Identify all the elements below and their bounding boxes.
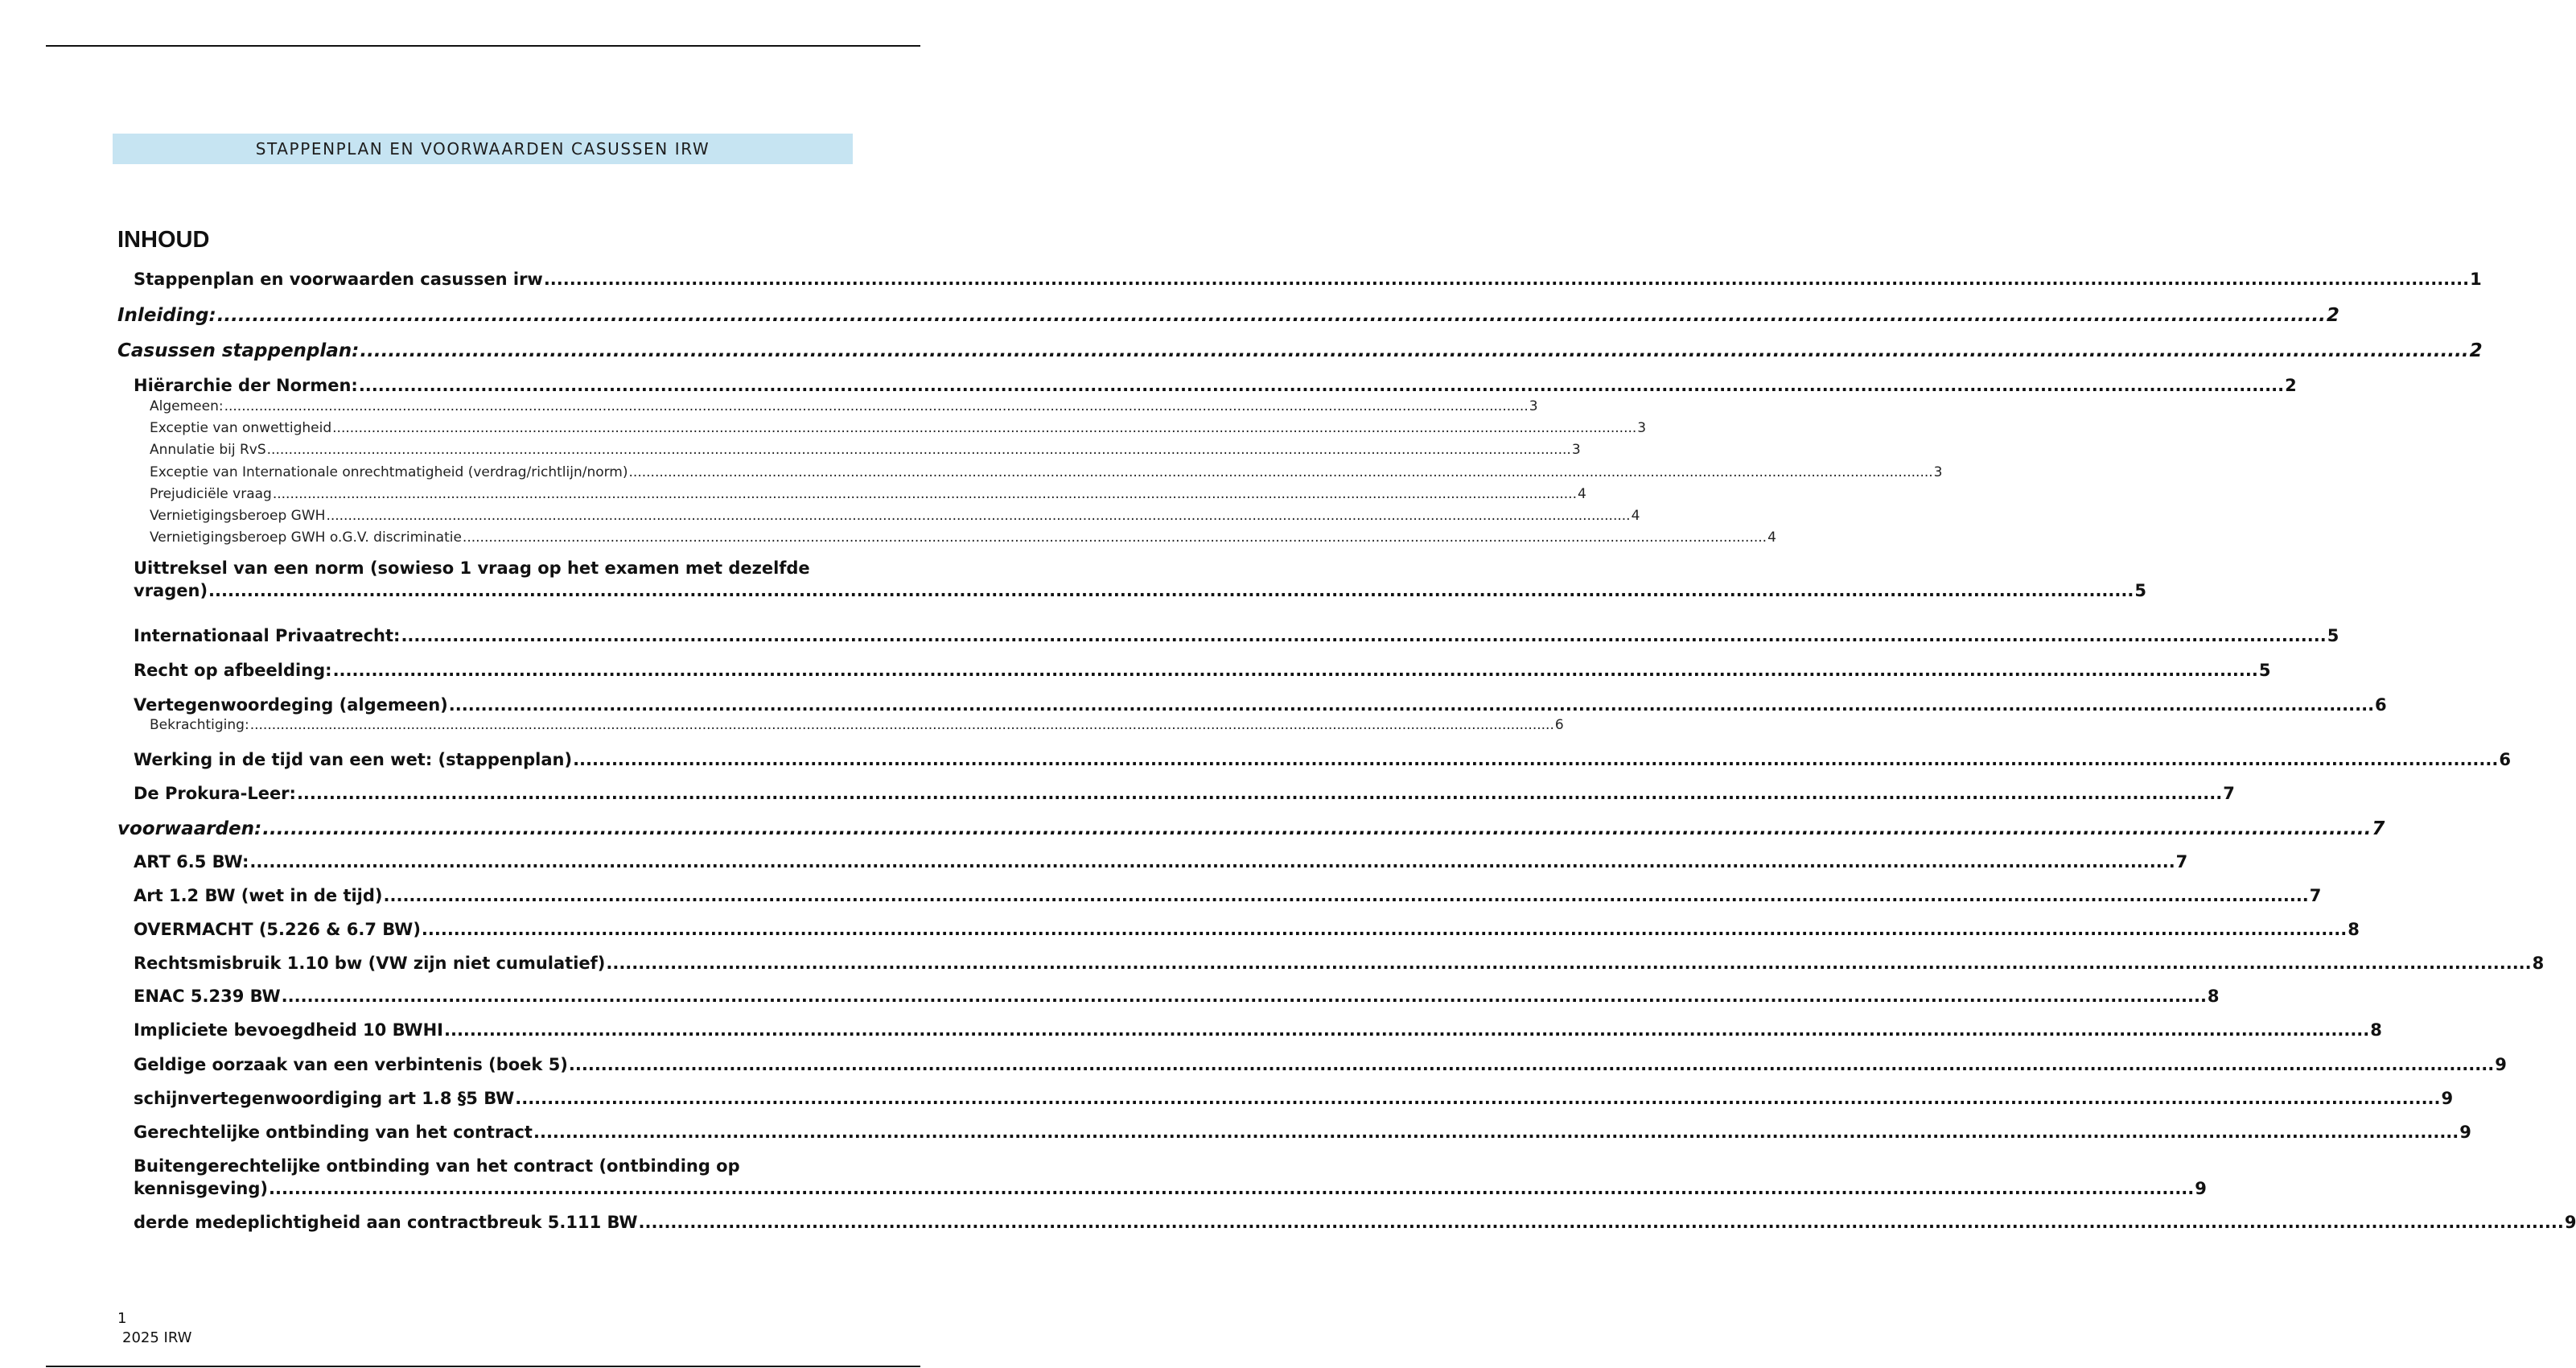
- toc-entry-page: 6: [1554, 717, 1564, 733]
- toc-entry-title: Hiërarchie der Normen:: [134, 376, 358, 395]
- toc-entry[interactable]: [134, 884, 2322, 907]
- toc-entry-title: Gerechtelijke ontbinding van het contract: [134, 1123, 533, 1142]
- footer-rule: [46, 1366, 920, 1367]
- toc-leader-dots: ............................................................................................................................................................................................................................................................................................................: [462, 529, 1767, 546]
- toc-leader-dots: ............................................................................................................................................................................................................................................................................................................: [606, 954, 2532, 973]
- toc-entry-title: voorwaarden:: [117, 818, 262, 839]
- toc-entry[interactable]: [134, 985, 2220, 1007]
- toc-entry-title: Werking in de tijd van een wet: (stappenplan): [134, 750, 573, 769]
- toc-entry-page: 5: [2327, 626, 2339, 645]
- toc-entry-page: 9: [2195, 1179, 2207, 1198]
- toc-entry-page: 3: [1637, 420, 1647, 436]
- toc-leader-dots: ............................................................................................................................................................................................................................................................................................................: [296, 784, 2223, 803]
- toc-entry-page: 7: [2372, 818, 2385, 839]
- toc-entry-title: Stappenplan en voorwaarden casussen irw: [134, 270, 543, 289]
- toc-entry-page: 6: [2499, 750, 2511, 769]
- toc-leader-dots: ............................................................................................................................................................................................................................................................................................................: [515, 1089, 2441, 1108]
- toc-entry[interactable]: [134, 557, 2146, 602]
- toc-entry-page: 1: [2470, 270, 2482, 289]
- toc-entry[interactable]: [134, 1155, 2207, 1200]
- toc-entry-title: Inleiding:: [117, 305, 216, 326]
- toc-entry-page: 4: [1631, 508, 1640, 524]
- toc-entry-page: 7: [2309, 886, 2322, 905]
- toc-entry-page: 9: [2441, 1089, 2454, 1108]
- toc-leader-dots: ............................................................................................................................................................................................................................................................................................................: [443, 1020, 2370, 1040]
- toc-entry[interactable]: [134, 1087, 2454, 1110]
- toc-entry-title: Buitengerechtelijke ontbinding van het contract (ontbinding op: [134, 1156, 740, 1176]
- toc-heading: INHOUD: [117, 227, 210, 253]
- toc-leader-dots: ............................................................................................................................................................................................................................................................................................................: [358, 376, 2285, 395]
- toc-entry-page: 4: [1578, 486, 1586, 502]
- toc-entry[interactable]: [134, 694, 2387, 716]
- toc-entry[interactable]: [117, 817, 2385, 841]
- toc-entry[interactable]: [117, 339, 2483, 363]
- toc-leader-dots: ............................................................................................................................................................................................................................................................................................................: [383, 886, 2309, 905]
- footer-note: 2025 IRW: [122, 1329, 192, 1346]
- toc-entry-page: 9: [2564, 1213, 2576, 1232]
- toc-entry-title-continued: kennisgeving): [134, 1179, 268, 1198]
- toc-leader-dots: ............................................................................................................................................................................................................................................................................................................: [568, 1055, 2495, 1074]
- toc-entry[interactable]: [150, 507, 1640, 525]
- document-title: STAPPENPLAN EN VOORWAARDEN CASUSSEN IRW: [255, 139, 710, 159]
- toc-entry-page: 9: [2495, 1055, 2507, 1074]
- toc-entry-page: 8: [2532, 954, 2545, 973]
- toc-entry[interactable]: [134, 659, 2271, 682]
- toc-leader-dots: ............................................................................................................................................................................................................................................................................................................: [401, 626, 2327, 645]
- toc-entry-page: 5: [2258, 661, 2271, 680]
- toc-entry-title: derde medeplichtigheid aan contractbreuk 5.111 BW: [134, 1213, 638, 1232]
- toc-entry-title: Art 1.2 BW (wet in de tijd): [134, 886, 383, 905]
- toc-entry-page: 4: [1767, 529, 1776, 546]
- toc-entry-title: Algemeen:: [150, 398, 224, 414]
- toc-leader-dots: ............................................................................................................................................................................................................................................................................................................: [262, 818, 2372, 839]
- toc-entry[interactable]: [134, 268, 2482, 290]
- toc-leader-dots: ............................................................................................................................................................................................................................................................................................................: [360, 340, 2469, 361]
- toc-entry[interactable]: [134, 952, 2545, 974]
- toc-entry[interactable]: [134, 748, 2511, 771]
- toc-leader-dots: ............................................................................................................................................................................................................................................................................................................: [224, 398, 1529, 414]
- toc-leader-dots: ............................................................................................................................................................................................................................................................................................................: [208, 581, 2134, 600]
- toc-entry-title: Impliciete bevoegdheid 10 BWHI: [134, 1020, 443, 1040]
- toc-entry-page: 5: [2134, 581, 2146, 600]
- toc-entry-page: 9: [2459, 1123, 2471, 1142]
- toc-entry-page: 8: [2348, 920, 2360, 939]
- toc-entry[interactable]: [150, 441, 1581, 459]
- toc-leader-dots: ............................................................................................................................................................................................................................................................................................................: [269, 1179, 2195, 1198]
- toc-entry[interactable]: [134, 624, 2339, 647]
- toc-leader-dots: ............................................................................................................................................................................................................................................................................................................: [533, 1123, 2459, 1142]
- toc-entry-title: Recht op afbeelding:: [134, 661, 332, 680]
- toc-entry-title: Casussen stappenplan:: [117, 340, 360, 361]
- toc-entry-title: OVERMACHT (5.226 & 6.7 BW): [134, 920, 421, 939]
- toc-entry-page: 6: [2375, 695, 2387, 715]
- toc-entry-title: Prejudiciële vraag: [150, 486, 272, 502]
- toc-entry-page: 3: [1933, 464, 1943, 480]
- toc-entry-title: De Prokura-Leer:: [134, 784, 296, 803]
- toc-entry[interactable]: [150, 529, 1776, 546]
- toc-entry-page: 3: [1571, 442, 1581, 458]
- toc-entry-title: Exceptie van onwettigheid: [150, 420, 332, 436]
- toc-entry-page: 3: [1529, 398, 1538, 414]
- toc-leader-dots: ............................................................................................................................................................................................................................................................................................................: [249, 717, 1554, 733]
- toc-entry[interactable]: [150, 464, 1943, 481]
- toc-entry-title: Vertegenwoordeging (algemeen): [134, 695, 448, 715]
- toc-entry-title: Exceptie van Internationale onrechtmatigheid (verdrag/richtlijn/norm): [150, 464, 628, 480]
- toc-leader-dots: ............................................................................................................................................................................................................................................................................................................: [638, 1213, 2564, 1232]
- toc-entry[interactable]: [150, 485, 1586, 503]
- toc-leader-dots: ............................................................................................................................................................................................................................................................................................................: [216, 305, 2326, 326]
- toc-entry-title: schijnvertegenwoordiging art 1.8 §5 BW: [134, 1089, 515, 1108]
- toc-entry-title: Uittreksel van een norm (sowieso 1 vraag op het examen met dezelfde: [134, 558, 810, 578]
- toc-entry[interactable]: [134, 1019, 2382, 1041]
- toc-leader-dots: ............................................................................................................................................................................................................................................................................................................: [266, 442, 1571, 458]
- toc-entry[interactable]: [134, 918, 2360, 941]
- toc-entry[interactable]: [134, 1053, 2507, 1076]
- toc-entry-title: ENAC 5.239 BW: [134, 987, 281, 1006]
- footer-page-number: 1: [117, 1310, 127, 1327]
- toc-entry-page: 7: [2175, 852, 2188, 871]
- toc-entry[interactable]: [134, 1121, 2471, 1143]
- toc-leader-dots: ............................................................................................................................................................................................................................................................................................................: [421, 920, 2348, 939]
- toc-entry-page: 7: [2223, 784, 2235, 803]
- toc-entry-title: Geldige oorzaak van een verbintenis (boek 5): [134, 1055, 568, 1074]
- toc-entry-title: Internationaal Privaatrecht:: [134, 626, 401, 645]
- toc-leader-dots: ............................................................................................................................................................................................................................................................................................................: [543, 270, 2470, 289]
- toc-entry-title: Annulatie bij RvS: [150, 442, 266, 458]
- toc-entry-page: 2: [2469, 340, 2483, 361]
- toc-leader-dots: ............................................................................................................................................................................................................................................................................................................: [332, 661, 2258, 680]
- toc-entry-page: 8: [2370, 1020, 2382, 1040]
- toc-leader-dots: ............................................................................................................................................................................................................................................................................................................: [326, 508, 1631, 524]
- toc-leader-dots: ............................................................................................................................................................................................................................................................................................................: [448, 695, 2375, 715]
- toc-leader-dots: ............................................................................................................................................................................................................................................................................................................: [272, 486, 1577, 502]
- toc-entry-title: Rechtsmisbruik 1.10 bw (VW zijn niet cumulatief): [134, 954, 606, 973]
- toc-leader-dots: ............................................................................................................................................................................................................................................................................................................: [628, 464, 1933, 480]
- toc-entry[interactable]: [134, 851, 2188, 873]
- toc-entry[interactable]: [150, 398, 1538, 415]
- toc-entry-page: 2: [2326, 305, 2339, 326]
- toc-entry[interactable]: [150, 419, 1647, 437]
- toc-entry[interactable]: [150, 716, 1564, 734]
- toc-entry-title: Vernietigingsberoep GWH o.G.V. discriminatie: [150, 529, 462, 546]
- toc-leader-dots: ............................................................................................................................................................................................................................................................................................................: [281, 987, 2207, 1006]
- toc-entry-page: 2: [2285, 376, 2297, 395]
- toc-entry[interactable]: [134, 374, 2297, 397]
- toc-leader-dots: ............................................................................................................................................................................................................................................................................................................: [332, 420, 1637, 436]
- toc-entry-page: 8: [2207, 987, 2220, 1006]
- toc-entry[interactable]: [134, 782, 2235, 805]
- toc-leader-dots: ............................................................................................................................................................................................................................................................................................................: [249, 852, 2175, 871]
- toc-leader-dots: ............................................................................................................................................................................................................................................................................................................: [573, 750, 2499, 769]
- toc-entry[interactable]: [134, 1211, 2576, 1234]
- toc-entry-title: ART 6.5 BW:: [134, 852, 249, 871]
- toc-entry-title: Bekrachtiging:: [150, 717, 249, 733]
- toc-entry-title-continued: vragen): [134, 581, 208, 600]
- toc-entry[interactable]: [117, 303, 2339, 328]
- toc-entry-title: Vernietigingsberoep GWH: [150, 508, 326, 524]
